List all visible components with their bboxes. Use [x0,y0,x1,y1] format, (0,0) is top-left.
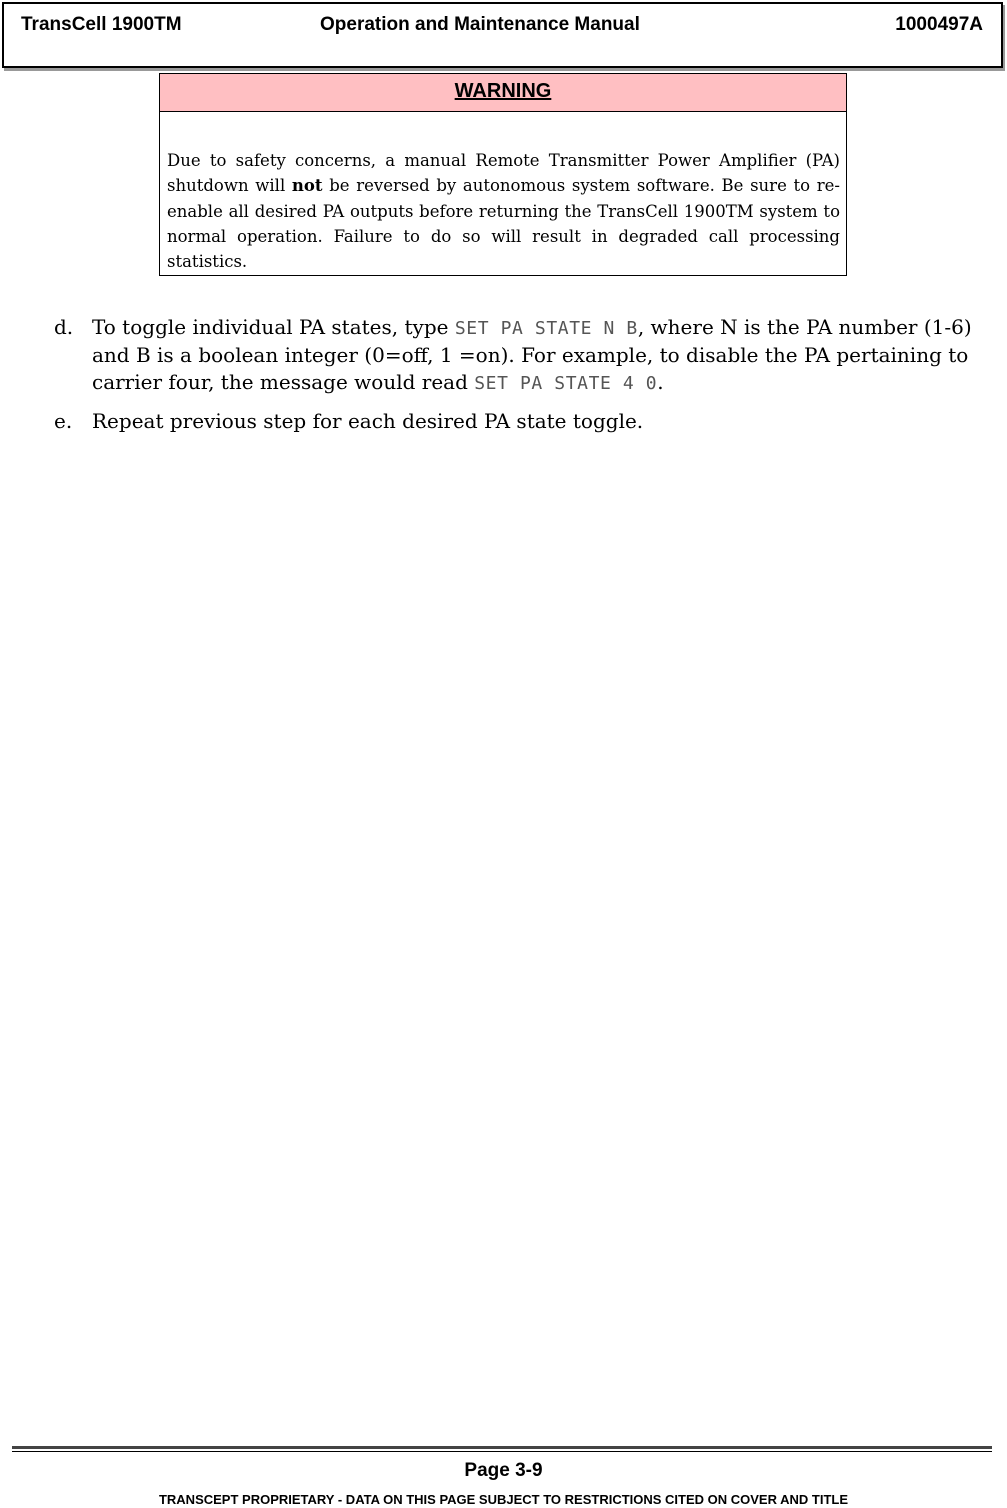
warning-title: WARNING [454,80,552,102]
step-text: . [657,370,664,394]
proprietary-notice: TRANSCEPT PROPRIETARY - DATA ON THIS PAGE SUBJECT TO RESTRICTIONS CITED ON COVER AND TITLE [158,1492,849,1507]
step-e [54,408,999,435]
command-code: SET PA STATE N B [454,318,638,339]
step-text: , where N is the PA number (1-6) and B is a boolean integer (0=off, 1 =on). For example, to disable the PA pertaining to carrier four, the message would read [92,315,972,394]
procedure-steps [54,314,999,446]
warning-text-part1: Due to safety concerns, a manual Remote Transmitter Power Amplifier (PA) shutdown will [167,151,840,196]
header-manual-title: Operation and Maintenance Manual [320,14,640,35]
step-text: Repeat previous step for each desired PA state toggle. [92,409,644,433]
command-example: SET PA STATE 4 0 [474,373,658,394]
footer-divider [12,1446,992,1449]
page-number: Page 3-9 [464,1460,543,1481]
warning-text [167,148,840,274]
step-d [54,314,999,397]
step-text: To toggle individual PA states, type [92,315,455,339]
page-header [2,2,1003,68]
header-product-name: TransCell 1900TM [21,14,182,35]
step-letter: d. [54,315,74,339]
warning-box [159,73,847,276]
warning-text-bold: not [291,176,323,196]
warning-text-part2: be reversed by autonomous system software. Be sure to re-enable all desired PA outputs before returning the TransCell 1900TM system to normal operation. Failure to do so will result in degraded call processing statistics. [167,176,840,272]
warning-title-bar [160,74,846,112]
step-letter: e. [54,409,73,433]
footer-divider-thin [12,1451,992,1452]
header-document-number: 1000497A [895,14,983,35]
